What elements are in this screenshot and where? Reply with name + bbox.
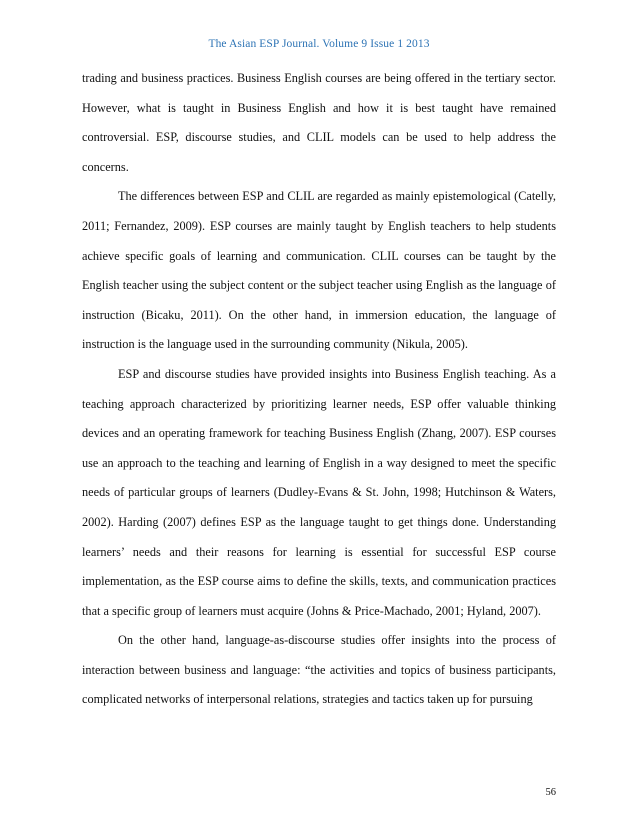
running-header: The Asian ESP Journal. Volume 9 Issue 1 2013 — [208, 38, 430, 50]
paragraph-language-as-discourse: On the other hand, language-as-discourse studies offer insights into the process of interaction between business and language: “the activities and topics of business participants, complicated networks of interpersonal relations, strategies and tactics taken up for pursuing — [82, 633, 556, 707]
paragraph-esp-vs-clil: The differences between ESP and CLIL are regarded as mainly epistemological (Catelly, 2011; Fernandez, 2009). ESP courses are mainly taught by English teachers to help students achieve specific goals of learning and communication. CLIL courses can be taught by the English teacher using the subject content or the subject teacher using English as the language of instruction (Bicaku, 2011). On the other hand, in immersion education, the language of instruction is the language used in the surrounding community (Nikula, 2005). — [82, 189, 556, 352]
page-number: 56 — [545, 787, 556, 798]
body-text — [82, 64, 556, 715]
paragraph-continuation: trading and business practices. Business English courses are being offered in the tertiary sector. However, what is taught in Business English and how it is best taught have remained controversial. ESP, discourse studies, and CLIL models can be used to help address the concerns. — [82, 71, 556, 174]
paragraph-esp-discourse-studies: ESP and discourse studies have provided insights into Business English teaching. As a teaching approach characterized by prioritizing learner needs, ESP offer valuable thinking devices and an operating framework for teaching Business English (Zhang, 2007). ESP courses use an approach to the teaching and learning of English in a way designed to meet the specific needs of particular groups of learners (Dudley-Evans & St. John, 1998; Hutchinson & Waters, 2002). Harding (2007) defines ESP as the language taught to get things done. Understanding learners’ needs and their reasons for learning is essential for successful ESP course implementation, as the ESP course aims to define the skills, texts, and communication practices that a specific group of learners must acquire (Johns & Price-Machado, 2001; Hyland, 2007). — [82, 366, 556, 618]
